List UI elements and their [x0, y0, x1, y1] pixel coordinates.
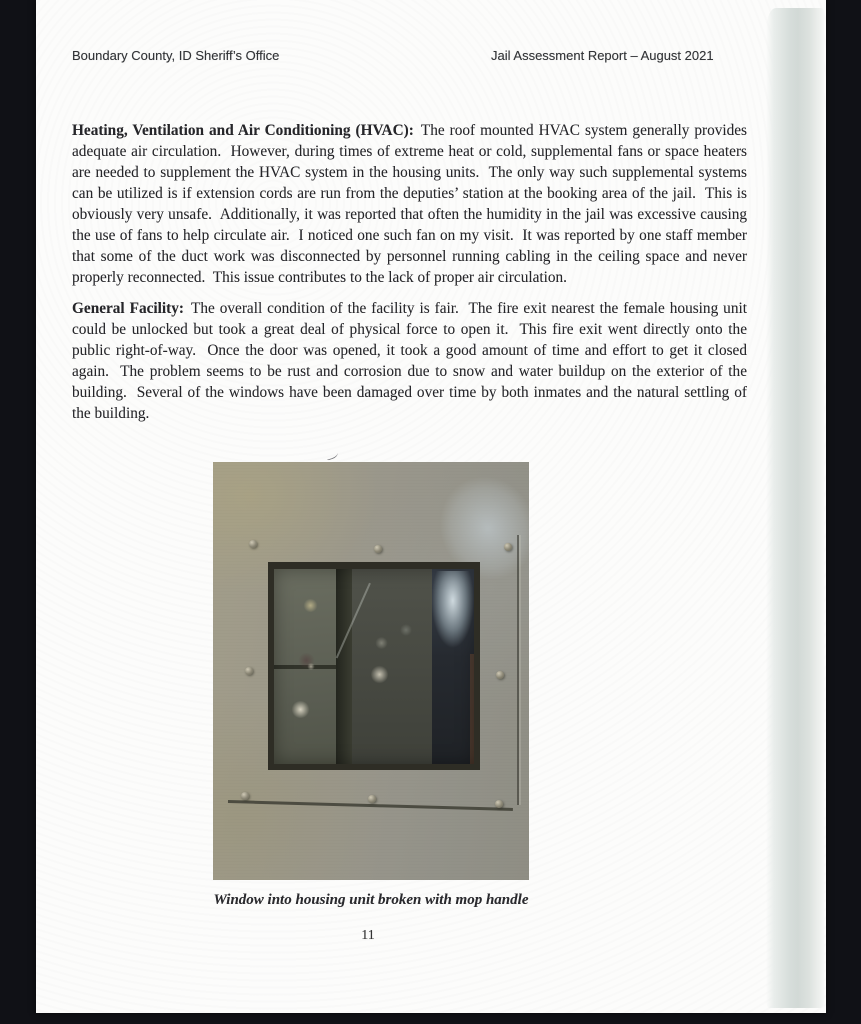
header-left-text: Boundary County, ID Sheriff’s Office — [72, 48, 280, 63]
panel-edge-line — [517, 535, 519, 805]
paragraph-general-facility-body: The overall condition of the facility is fair. The fire exit nearest the female housing unit could be unlocked but took a great deal of physical force to open it. This fire exit went directly onto the public right-of-way. Once the door was opened, it took a good amount of time and effort to get it closed again. The problem seems to be rust and corrosion due to snow and water buildup on the exterior of the building. Several of the windows have been damaged over time by both inmates and the natural settling of the building. — [72, 300, 747, 422]
document-page — [36, 0, 826, 1013]
page-header — [72, 48, 745, 66]
header-right-text: Jail Assessment Report – August 2021 — [491, 48, 714, 63]
page-number: 11 — [361, 928, 375, 943]
window-glass — [274, 569, 474, 764]
scan-stray-mark — [325, 449, 339, 460]
rivet — [368, 795, 376, 803]
rivet — [374, 545, 382, 553]
figure-caption: Window into housing unit broken with mop handle — [213, 892, 529, 908]
rivet — [249, 540, 257, 548]
figure-photo — [213, 462, 529, 880]
rivet — [496, 671, 504, 679]
paragraph-general-facility-lead: General Facility: — [72, 300, 184, 317]
page-curl-shadow — [766, 8, 824, 1008]
body-text — [72, 120, 747, 434]
rivet — [241, 792, 249, 800]
rivet — [504, 543, 512, 551]
rivet — [245, 667, 253, 675]
rivet — [495, 800, 503, 808]
paragraph-hvac — [72, 120, 747, 288]
paragraph-general-facility — [72, 298, 747, 424]
paragraph-hvac-body: The roof mounted HVAC system generally provides adequate air circulation. However, during times of extreme heat or cold, supplemental fans or space heaters are needed to supplement the HVAC system in the housing units. The only way such supplemental systems can be utilized is if extension cords are run from the deputies’ station at the booking area of the jail. This is obviously very unsafe. Additionally, it was reported that often the humidity in the jail was excessive causing the use of fans to help circulate air. I noticed one such fan on my visit. It was reported by one staff member that some of the duct work was disconnected by personnel running cabling in the ceiling space and never properly reconnected. This issue contributes to the lack of proper air circulation. — [72, 122, 748, 286]
broken-window — [268, 562, 480, 770]
window-vignette — [274, 569, 474, 764]
paragraph-hvac-lead: Heating, Ventilation and Air Conditioning (HVAC): — [72, 122, 414, 139]
